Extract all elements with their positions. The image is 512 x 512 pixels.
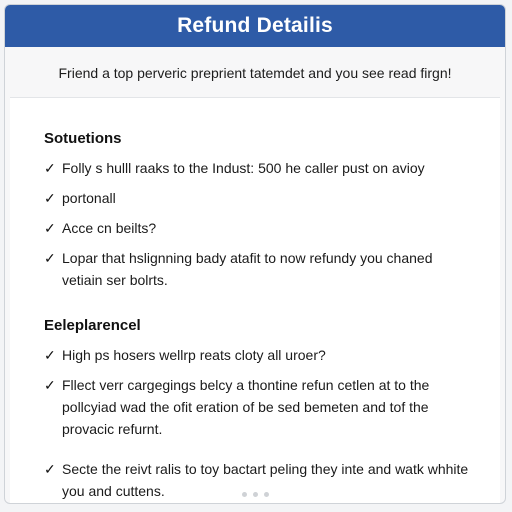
pagination-dot[interactable] — [253, 492, 258, 497]
checkmark-icon: ✓ — [44, 160, 56, 176]
list-item-text: Folly s hulll raaks to the Indust: 500 he caller pust on avioy — [62, 160, 425, 176]
refund-details-window — [4, 4, 506, 504]
intro-text: Friend a top perveric preprient tatemdet and you see read firgn! — [58, 65, 452, 81]
list-item — [44, 247, 474, 291]
section-heading: Eeleplarencel — [44, 317, 141, 334]
pagination-dots — [10, 492, 500, 497]
checkmark-icon: ✓ — [44, 190, 56, 206]
content-card — [10, 97, 500, 504]
page-title: Refund Detailis — [177, 14, 333, 37]
list-item-text: Lopar that hslignning bady atafit to now refundy you chaned vetiain ser bolrts. — [62, 250, 433, 288]
section-elaboration — [44, 317, 474, 502]
list-item-text: portonall — [62, 190, 116, 206]
pagination-dot[interactable] — [242, 492, 247, 497]
list-item-text: Secte the reivt ralis to toy bactart peling they inte and watk whhite you and cuttens. — [62, 461, 469, 499]
section-solutions — [44, 130, 474, 291]
list-item — [44, 374, 474, 440]
list-item — [44, 187, 474, 209]
checkmark-icon: ✓ — [44, 347, 56, 363]
list-item — [44, 344, 474, 366]
section-heading: Sotuetions — [44, 130, 122, 147]
checkmark-icon: ✓ — [44, 220, 56, 236]
checkmark-icon: ✓ — [44, 461, 56, 477]
list-item-text: Fllect verr cargegings belcy a thontine refun cetlen at to the pollcyiad wad the ofit eration of be sed bemeten and tof the provacic refurnt. — [62, 377, 430, 437]
list-item — [44, 157, 474, 179]
list-item-text: Acce cn beilts? — [62, 220, 157, 236]
list-item-text: High ps hosers wellrp reats cloty all uroer? — [62, 347, 326, 363]
pagination-dot[interactable] — [264, 492, 269, 497]
checkmark-icon: ✓ — [44, 250, 56, 266]
checkmark-icon: ✓ — [44, 377, 56, 393]
header-bar — [5, 5, 505, 47]
list-item — [44, 217, 474, 239]
